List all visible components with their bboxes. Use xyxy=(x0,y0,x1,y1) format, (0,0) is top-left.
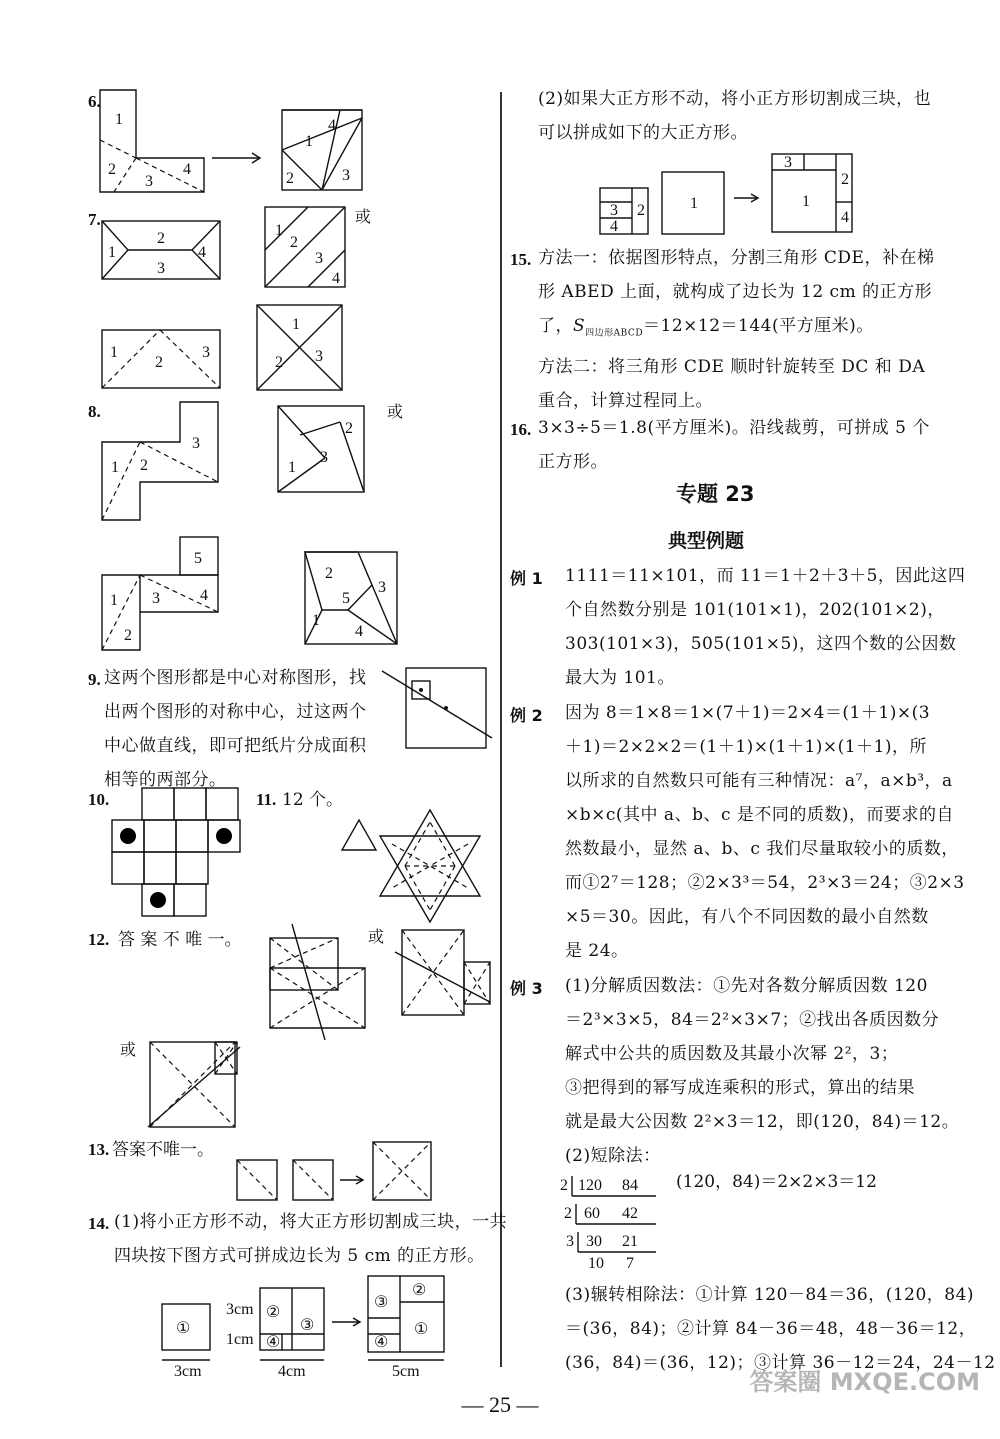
svg-text:3: 3 xyxy=(157,260,165,277)
short-division xyxy=(558,1172,668,1272)
svg-text:②: ② xyxy=(266,1304,281,1321)
svg-text:84: 84 xyxy=(622,1177,638,1194)
svg-text:3cm: 3cm xyxy=(226,1301,254,1318)
svg-text:3: 3 xyxy=(315,348,323,365)
q6-figure xyxy=(100,88,360,198)
svg-text:1: 1 xyxy=(110,592,118,609)
svg-text:5cm: 5cm xyxy=(392,1363,420,1380)
svg-text:3: 3 xyxy=(784,154,792,171)
q14-text: (1)将小正方形不动，将大正方形切割成三块，一共 四块按下图方式可拼成边长为 5 cm 的正方形。 xyxy=(114,1212,508,1266)
column-divider xyxy=(500,92,502,1367)
svg-text:4: 4 xyxy=(183,161,191,178)
q12-figure xyxy=(120,922,500,1137)
svg-text:或: 或 xyxy=(387,402,404,421)
q12-answer: 答 案 不 唯 一。 xyxy=(118,930,242,950)
svg-text:2: 2 xyxy=(564,1205,572,1222)
svg-text:21: 21 xyxy=(622,1233,638,1250)
svg-text:4: 4 xyxy=(355,623,363,640)
example-3-label: 例 3 xyxy=(510,979,543,998)
svg-text:4: 4 xyxy=(200,587,208,604)
svg-text:2: 2 xyxy=(560,1177,568,1194)
svg-text:3: 3 xyxy=(192,435,200,452)
svg-text:2: 2 xyxy=(124,627,132,644)
svg-text:10: 10 xyxy=(588,1255,604,1272)
svg-text:3: 3 xyxy=(320,449,328,466)
svg-text:5: 5 xyxy=(342,590,350,607)
svg-text:③: ③ xyxy=(300,1317,315,1334)
svg-text:4: 4 xyxy=(328,117,336,134)
topic-title: 专题 23 xyxy=(676,482,755,506)
q10-figure xyxy=(110,786,250,921)
example-1-text: 1111＝11×101，而 11＝1＋2＋3＋5，因此这四 个自然数分别是 101(101×1)，202(101×2)， 303(101×3)，505(101×5)，这四个数的公因数 最大为 101。 xyxy=(565,566,966,688)
svg-text:3: 3 xyxy=(315,250,323,267)
svg-text:3: 3 xyxy=(152,590,160,607)
q9-figure xyxy=(380,666,500,751)
svg-text:2: 2 xyxy=(157,230,165,247)
svg-text:3: 3 xyxy=(610,202,618,219)
svg-text:1: 1 xyxy=(288,459,296,476)
svg-text:4: 4 xyxy=(198,244,206,261)
svg-text:30: 30 xyxy=(586,1233,602,1250)
svg-text:1: 1 xyxy=(802,193,810,210)
svg-text:7: 7 xyxy=(626,1255,634,1272)
svg-text:2: 2 xyxy=(841,171,849,188)
q11-answer: 12 个。 xyxy=(282,790,344,810)
svg-text:①: ① xyxy=(176,1320,191,1337)
example-2-label: 例 2 xyxy=(510,706,543,725)
svg-text:1: 1 xyxy=(275,222,283,239)
svg-text:2: 2 xyxy=(286,170,294,187)
q10-number: 10. xyxy=(88,790,110,809)
q7-number: 7. xyxy=(88,210,101,229)
q16-number: 16. xyxy=(510,420,532,439)
q15-number: 15. xyxy=(510,250,532,269)
svg-text:或: 或 xyxy=(355,207,372,226)
svg-text:3: 3 xyxy=(342,167,350,184)
svg-text:2: 2 xyxy=(155,354,163,371)
svg-text:2: 2 xyxy=(637,202,645,219)
svg-text:4cm: 4cm xyxy=(278,1363,306,1380)
svg-text:4: 4 xyxy=(332,270,340,287)
svg-text:或: 或 xyxy=(120,1040,137,1059)
q11-number: 11. xyxy=(256,790,277,809)
svg-text:3: 3 xyxy=(202,344,210,361)
q15-text: 方法一：依据图形特点，分割三角形 CDE，补在梯 形 ABED 上面，就构成了边长为 12 cm 的正方形 了，$S_{四边形ABCD}=12\times 12=144$(平方厘米)。 方法二：将三角形 CDE 顺时针旋转至 DC 和 DA 重合，计算过程同上。 xyxy=(538,248,935,412)
q14-part2-text: (2)如果大正方形不动，将小正方形切割成三块，也 可以拼成如下的大正方形。 xyxy=(538,89,932,143)
watermark-logo: 答案圈 MXQE.COM xyxy=(749,1368,980,1396)
svg-text:1: 1 xyxy=(115,111,123,128)
svg-text:1: 1 xyxy=(111,459,119,476)
svg-text:3: 3 xyxy=(378,579,386,596)
svg-text:3: 3 xyxy=(566,1233,574,1250)
q13-answer: 答案不唯一。 xyxy=(112,1140,214,1160)
svg-text:4: 4 xyxy=(610,218,618,235)
svg-text:1: 1 xyxy=(690,195,698,212)
svg-text:2: 2 xyxy=(325,565,333,582)
svg-text:或: 或 xyxy=(368,927,385,946)
svg-text:④: ④ xyxy=(266,1334,281,1351)
q12-number: 12. xyxy=(88,930,110,949)
svg-text:3cm: 3cm xyxy=(174,1363,202,1380)
svg-text:2: 2 xyxy=(275,354,283,371)
svg-text:2: 2 xyxy=(290,234,298,251)
short-division-result: (120，84)＝2×2×3＝12 xyxy=(676,1172,877,1192)
svg-text:②: ② xyxy=(412,1282,427,1299)
page-number: — 25 — xyxy=(461,1392,539,1417)
svg-text:1cm: 1cm xyxy=(226,1331,254,1348)
q13-figure xyxy=(235,1140,435,1202)
svg-text:4: 4 xyxy=(841,209,849,226)
example-2-text: 因为 8＝1×8＝1×(7＋1)＝2×4＝(1＋1)×(3 ＋1)＝2×2×2＝(1＋1)×(1＋1)×(1＋1)，所 以所求的自然数只可能有三种情况：a⁷，a×b³，a ×b×c(其中 a、b、c 是不同的质数)，而要求的自 然数最小，显然 a、b、c 我们尽量取较小的质数， 而①2⁷＝128；②2×3³＝54，2³×3＝24；③2×3 ×5＝30。因此，有八个不同因数的最小自然数 是 24。 xyxy=(565,703,965,961)
svg-text:①: ① xyxy=(414,1321,429,1338)
example-1-label: 例 1 xyxy=(510,569,543,588)
svg-text:2: 2 xyxy=(345,420,353,437)
q7-figure xyxy=(100,205,390,400)
svg-text:2: 2 xyxy=(108,161,116,178)
svg-text:2: 2 xyxy=(140,457,148,474)
q14-part2-figure xyxy=(598,150,868,240)
svg-text:42: 42 xyxy=(622,1205,638,1222)
section-title: 典型例题 xyxy=(668,530,745,552)
q14-figure xyxy=(160,1272,470,1382)
svg-text:120: 120 xyxy=(578,1177,602,1194)
svg-text:1: 1 xyxy=(110,344,118,361)
example-3-text-2: (3)辗转相除法：①计算 120－84＝36，(120，84) ＝(36，84)；②计算 84－36＝48，48－36＝12， (36，84)＝(36，12)；③计算 36－12＝24，24－12 xyxy=(565,1285,996,1373)
svg-text:5: 5 xyxy=(194,550,202,567)
q16-text: 3×3÷5＝1.8(平方厘米)。沿线裁剪，可拼成 5 个 正方形。 xyxy=(538,418,930,472)
q9-number: 9. xyxy=(88,670,101,689)
svg-text:1: 1 xyxy=(312,612,320,629)
q9-text: 这两个图形都是中心对称图形，找 出两个图形的对称中心，过这两个 中心做直线，即可把纸片分成面积 相等的两部分。 xyxy=(104,668,367,790)
svg-text:1: 1 xyxy=(292,316,300,333)
q8-number: 8. xyxy=(88,402,101,421)
svg-text:③: ③ xyxy=(374,1294,389,1311)
svg-text:④: ④ xyxy=(374,1334,389,1351)
svg-text:60: 60 xyxy=(584,1205,600,1222)
svg-text:3: 3 xyxy=(145,173,153,190)
example-3-text: (1)分解质因数法：①先对各数分解质因数 120 ＝2³×3×5，84＝2²×3×7；②找出各质因数分 解式中公共的质因数及其最小次幂 2²，3； ③把得到的幂写成连乘积的形式，算出的结果 就是最大公因数 2²×3＝12，即(120，84)＝12。 (2)短除法： xyxy=(565,976,960,1166)
svg-text:1: 1 xyxy=(305,133,313,150)
q13-number: 13. xyxy=(88,1140,110,1159)
svg-text:1: 1 xyxy=(108,244,116,261)
q6-number: 6. xyxy=(88,92,101,111)
q8-figure xyxy=(100,400,410,662)
q11-figure xyxy=(340,808,500,928)
q14-number: 14. xyxy=(88,1214,110,1233)
